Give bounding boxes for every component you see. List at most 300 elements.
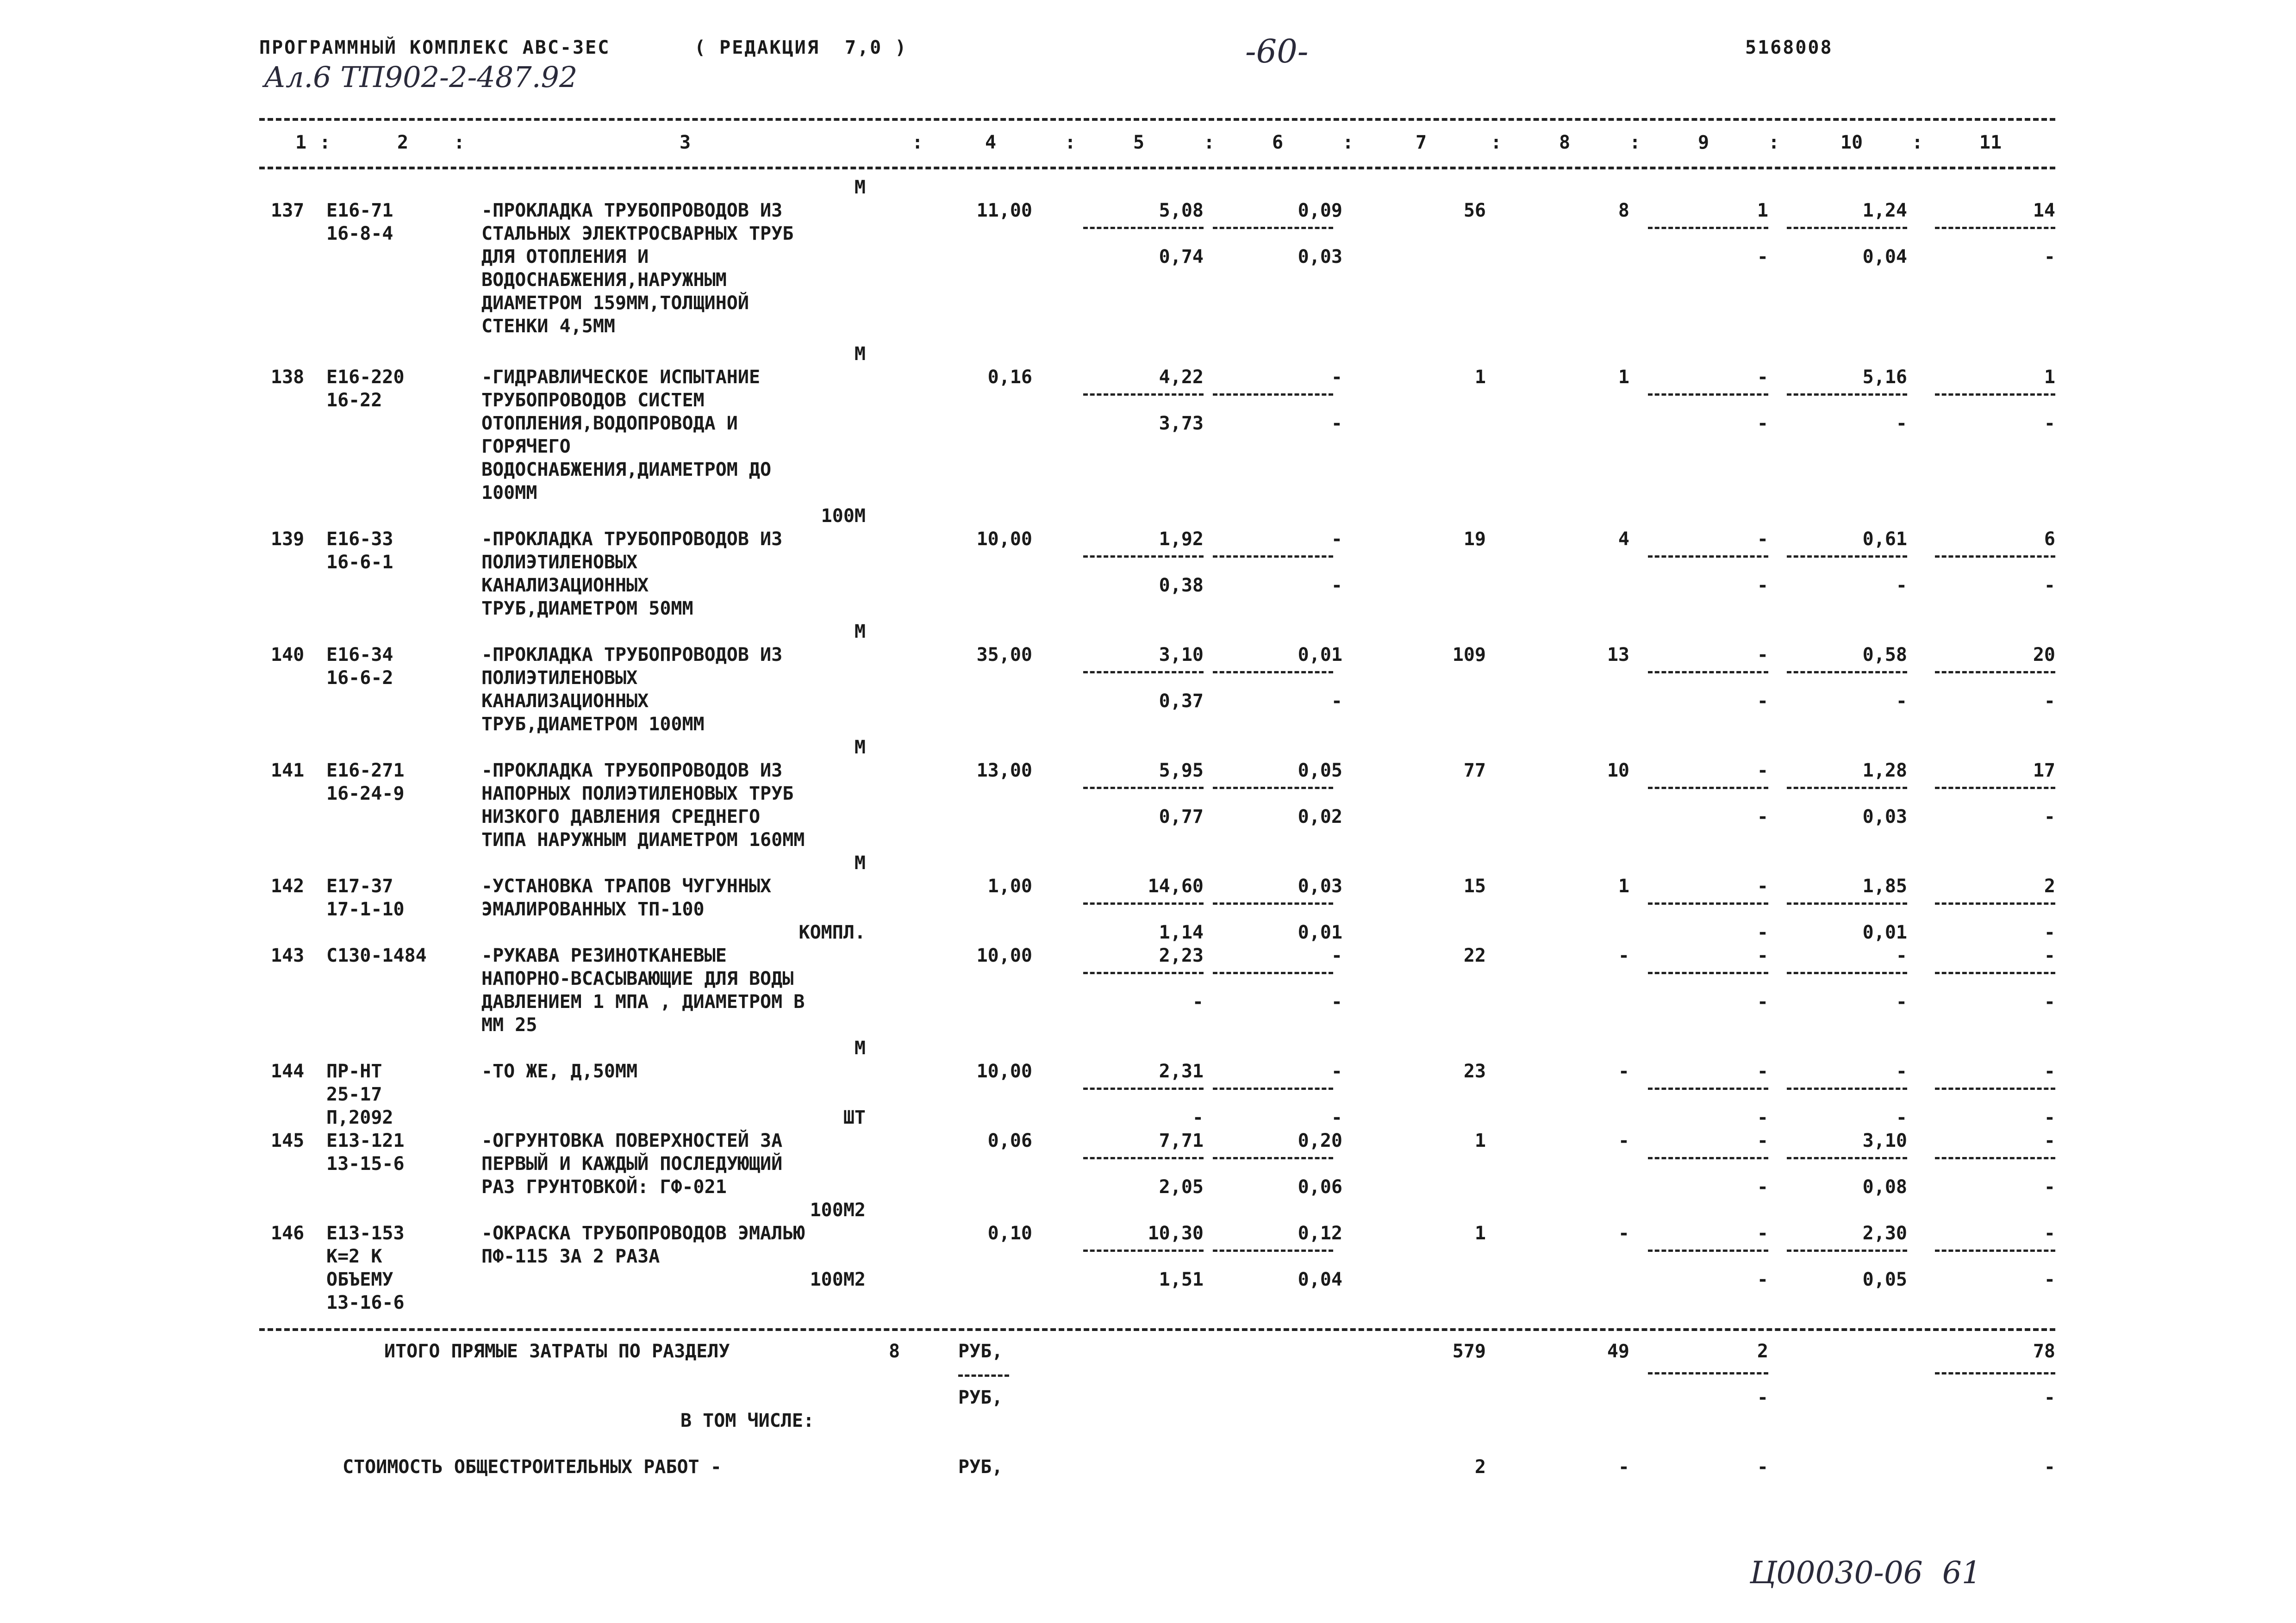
cell-c8: 1 [1618,367,1629,388]
totals-c8: 49 [1607,1341,1629,1362]
row-description: -ГИДРАВЛИЧЕСКОЕ ИСПЫТАНИЕ [481,367,761,388]
cost-label: СТОИМОСТЬ ОБЩЕСТРОИТЕЛЬНЫХ РАБОТ - [343,1456,722,1478]
cell-c4: 1,00 [987,876,1032,897]
row-description: ДАВЛЕНИЕМ 1 МПА , ДИАМЕТРОМ В [481,991,805,1013]
cell-c7: 56 [1463,200,1486,221]
divider-c10 [1787,1088,1907,1090]
cell-c9-secondary: - [1757,1107,1768,1128]
row-description: -ОКРАСКА ТРУБОПРОВОДОВ ЭМАЛЬЮ [481,1223,805,1244]
cell-c8: - [1618,1130,1629,1151]
cell-c11: 6 [2044,529,2055,550]
column-heading-10: 10 [1840,132,1863,153]
row-description: ОТОПЛЕНИЯ,ВОДОПРОВОДА И [481,413,738,434]
row-description: ТРУБ,ДИАМЕТРОМ 50ММ [481,598,693,619]
cell-c6: - [1331,1061,1342,1082]
cell-c6-secondary: 0,06 [1298,1176,1342,1198]
cell-c11: 14 [2033,200,2055,221]
divider-c9 [1648,1088,1768,1090]
cell-c8: 4 [1618,529,1629,550]
divider-c6 [1213,1157,1333,1159]
divider-c5 [1083,787,1204,789]
row-description: СТАЛЬНЫХ ЭЛЕКТРОСВАРНЫХ ТРУБ [481,223,794,244]
cell-c6-secondary: - [1331,575,1342,596]
row-description: НИЗКОГО ДАВЛЕНИЯ СРЕДНЕГО [481,806,761,827]
cell-c5-secondary: 2,05 [1159,1176,1204,1198]
table-bottom-rule [259,1328,2055,1331]
divider-c5 [1083,1250,1204,1252]
row-code: С130-1484 [326,945,427,966]
divider-c10 [1787,1250,1907,1252]
cell-c10: - [1896,945,1907,966]
cell-c6-secondary: 0,01 [1298,922,1342,943]
column-heading-5: 5 [1133,132,1145,153]
cell-c10: 0,58 [1862,644,1907,665]
cell-c9: - [1757,644,1768,665]
cell-c6: 0,12 [1298,1223,1342,1244]
row-code: ОБЪЕМУ [326,1269,393,1290]
row-code: 16-6-1 [326,552,393,573]
row-number: 139 [271,529,305,550]
divider-c9 [1648,787,1768,789]
cell-c10: 0,61 [1862,529,1907,550]
cell-c9: - [1757,945,1768,966]
divider-c6 [1213,902,1333,905]
cell-c5-secondary: 3,73 [1159,413,1204,434]
row-description: ТРУБ,ДИАМЕТРОМ 100ММ [481,714,705,735]
column-separator: : [1768,132,1780,153]
cell-c7: 15 [1463,876,1486,897]
header-rule-bottom [259,167,2055,169]
row-number: 146 [271,1223,305,1244]
divider-c10 [1787,902,1907,905]
divider-c9 [1648,671,1768,673]
cell-c4: 35,00 [976,644,1032,665]
row-number: 141 [271,760,305,781]
cell-c10: 1,85 [1862,876,1907,897]
cost-c7: 2 [1474,1456,1486,1478]
row-number: 140 [271,644,305,665]
row-description: ВОДОСНАБЖЕНИЯ,ДИАМЕТРОМ ДО [481,459,772,480]
row-number: 137 [271,200,305,221]
cell-c11-secondary: - [2044,1176,2055,1198]
divider-c6 [1213,393,1333,396]
cell-c6: 0,03 [1298,876,1342,897]
row-description: -ПРОКЛАДКА ТРУБОПРОВОДОВ ИЗ [481,529,783,550]
divider-c11 [1935,787,2055,789]
including-label: В ТОМ ЧИСЛЕ: [680,1410,814,1431]
cell-c8: 10 [1607,760,1629,781]
cell-c9-secondary: - [1757,1176,1768,1198]
cell-c6-secondary: 0,03 [1298,246,1342,267]
cell-c6-secondary: - [1331,413,1342,434]
row-description: -ПРОКЛАДКА ТРУБОПРОВОДОВ ИЗ [481,644,783,665]
row-description: -ПРОКЛАДКА ТРУБОПРОВОДОВ ИЗ [481,760,783,781]
divider-c10 [1787,1157,1907,1159]
row-description: ПЕРВЫЙ И КАЖДЫЙ ПОСЛЕДУЮЩИЙ [481,1153,783,1175]
divider-c6 [1213,671,1333,673]
cell-c7: 109 [1452,644,1486,665]
column-heading-6: 6 [1272,132,1284,153]
cell-c8: 1 [1618,876,1629,897]
cell-c5-secondary: 1,51 [1159,1269,1204,1290]
cell-c10: - [1896,1061,1907,1082]
divider-c11 [1935,393,2055,396]
cell-c10: 3,10 [1862,1130,1907,1151]
cell-c10-secondary: - [1896,575,1907,596]
cell-c10-secondary: 0,01 [1862,922,1907,943]
row-description: ВОДОСНАБЖЕНИЯ,НАРУЖНЫМ [481,269,727,291]
cell-c7: 1 [1474,1130,1486,1151]
row-description: СТЕНКИ 4,5ММ [481,316,615,337]
cell-c11: - [2044,1130,2055,1151]
cell-c4: 10,00 [976,1061,1032,1082]
row-number: 144 [271,1061,305,1082]
unit-label: М [854,621,866,642]
cell-c8: 13 [1607,644,1629,665]
cell-c11: 1 [2044,367,2055,388]
divider-c10 [1787,671,1907,673]
unit-label: 100М2 [810,1200,866,1221]
handwritten-sheet-ref: Ал.6 ТП902-2-487.92 [264,60,578,94]
row-description: ПОЛИЭТИЛЕНОВЫХ [481,552,638,573]
divider-c10 [1787,972,1907,974]
totals-c9b: - [1757,1387,1768,1408]
column-heading-11: 11 [1979,132,2002,153]
totals-section: 8 [889,1341,900,1362]
cell-c6-secondary: 0,02 [1298,806,1342,827]
row-code: К=2 К [326,1246,382,1267]
cell-c9: - [1757,1130,1768,1151]
totals-c9-underline [1648,1372,1768,1374]
totals-rub: РУБ, [958,1341,1003,1362]
cell-c5: 3,10 [1159,644,1204,665]
document-code: 5168008 [1745,37,1833,58]
row-description: -РУКАВА РЕЗИНОТКАНЕВЫЕ [481,945,727,966]
row-code: Е16-271 [326,760,405,781]
cell-c5: 1,92 [1159,529,1204,550]
divider-c5 [1083,902,1204,905]
row-code: 16-22 [326,390,382,411]
edition-label: ( РЕДАКЦИЯ 7,0 ) [694,37,908,58]
cell-c5: 5,95 [1159,760,1204,781]
column-separator: : [1204,132,1215,153]
totals-rub-underline [958,1374,1009,1377]
row-code: Е13-153 [326,1223,405,1244]
cell-c4: 11,00 [976,200,1032,221]
row-description: -ТО ЖЕ, Д,50ММ [481,1061,638,1082]
cell-c6-secondary: - [1331,1107,1342,1128]
divider-c11 [1935,1088,2055,1090]
cost-c9: - [1757,1456,1768,1478]
row-description: ЭМАЛИРОВАННЫХ ТП-100 [481,899,705,920]
cell-c11-secondary: - [2044,991,2055,1013]
divider-c11 [1935,972,2055,974]
unit-label: М [854,737,866,758]
cell-c6: - [1331,945,1342,966]
unit-label: М [854,343,866,365]
cell-c9-secondary: - [1757,991,1768,1013]
column-heading-3: 3 [679,132,691,153]
cell-c9-secondary: - [1757,690,1768,712]
unit-label: 100М [821,505,866,527]
cell-c6: - [1331,529,1342,550]
cell-c10: 2,30 [1862,1223,1907,1244]
cell-c9-secondary: - [1757,246,1768,267]
cell-c6-secondary: 0,04 [1298,1269,1342,1290]
cell-c9-secondary: - [1757,413,1768,434]
divider-c11 [1935,227,2055,229]
cell-c11-secondary: - [2044,806,2055,827]
divider-c6 [1213,787,1333,789]
row-code: 16-24-9 [326,783,405,804]
divider-c9 [1648,393,1768,396]
cell-c6: 0,01 [1298,644,1342,665]
divider-c11 [1935,1250,2055,1252]
totals-c11b: - [2044,1387,2055,1408]
column-heading-9: 9 [1697,132,1710,153]
cell-c11-secondary: - [2044,575,2055,596]
cell-c5-secondary: 0,37 [1159,690,1204,712]
row-number: 142 [271,876,305,897]
row-description: ДИАМЕТРОМ 159ММ,ТОЛЩИНОЙ [481,292,749,314]
row-description: -ОГРУНТОВКА ПОВЕРХНОСТЕЙ ЗА [481,1130,783,1151]
cell-c9: - [1757,1061,1768,1082]
row-description: НАПОРНО-ВСАСЫВАЮЩИЕ ДЛЯ ВОДЫ [481,968,794,989]
totals-c11-underline [1935,1372,2055,1374]
cell-c5: 2,23 [1159,945,1204,966]
column-heading-7: 7 [1415,132,1427,153]
cell-c8: 8 [1618,200,1629,221]
divider-c11 [1935,555,2055,558]
cell-c6-secondary: - [1331,690,1342,712]
cell-c9: - [1757,1223,1768,1244]
row-code: 25-17 [326,1084,382,1105]
divider-c11 [1935,1157,2055,1159]
row-description: КАНАЛИЗАЦИОННЫХ [481,575,649,596]
cell-c10: 5,16 [1862,367,1907,388]
cell-c7: 23 [1463,1061,1486,1082]
cell-c5: 14,60 [1148,876,1204,897]
divider-c9 [1648,902,1768,905]
cell-c11-secondary: - [2044,1269,2055,1290]
unit-label: КОМПЛ. [799,922,866,943]
divider-c10 [1787,227,1907,229]
divider-c11 [1935,902,2055,905]
cell-c4: 0,06 [987,1130,1032,1151]
divider-c6 [1213,1250,1333,1252]
unit-label: ШТ [843,1107,866,1128]
row-description: ГОРЯЧЕГО [481,436,571,457]
row-code: П,2092 [326,1107,393,1128]
divider-c6 [1213,1088,1333,1090]
cell-c5-secondary: 0,74 [1159,246,1204,267]
totals-c7: 579 [1452,1341,1486,1362]
cell-c5: 7,71 [1159,1130,1204,1151]
divider-c5 [1083,671,1204,673]
cell-c6: 0,05 [1298,760,1342,781]
divider-c10 [1787,555,1907,558]
row-description: ТИПА НАРУЖНЫМ ДИАМЕТРОМ 160ММ [481,829,805,851]
cell-c10: 1,28 [1862,760,1907,781]
row-number: 138 [271,367,305,388]
column-heading-1: 1 [295,132,307,153]
divider-c5 [1083,1088,1204,1090]
row-code: Е16-220 [326,367,405,388]
divider-c6 [1213,227,1333,229]
cell-c9: - [1757,529,1768,550]
cell-c6: - [1331,367,1342,388]
footer-handwritten-code: Ц00030-06 61 [1750,1555,1981,1591]
row-number: 145 [271,1130,305,1151]
cell-c7: 77 [1463,760,1486,781]
cell-c5-secondary: - [1192,991,1204,1013]
row-number: 143 [271,945,305,966]
cell-c9-secondary: - [1757,806,1768,827]
divider-c5 [1083,393,1204,396]
row-code: Е16-33 [326,529,393,550]
cell-c5: 2,31 [1159,1061,1204,1082]
cell-c8: - [1618,945,1629,966]
row-code: 13-16-6 [326,1292,405,1313]
cell-c7: 1 [1474,1223,1486,1244]
cell-c10-secondary: 0,04 [1862,246,1907,267]
cell-c9: - [1757,760,1768,781]
row-code: Е16-71 [326,200,393,221]
column-heading-4: 4 [985,132,997,153]
row-description: 100ММ [481,482,537,504]
cell-c4: 0,10 [987,1223,1032,1244]
cell-c8: - [1618,1223,1629,1244]
column-separator: : [1065,132,1076,153]
column-separator: : [1912,132,1923,153]
cell-c11: 17 [2033,760,2055,781]
divider-c9 [1648,1157,1768,1159]
cell-c4: 10,00 [976,529,1032,550]
row-code: 17-1-10 [326,899,405,920]
row-description: ТРУБОПРОВОДОВ СИСТЕМ [481,390,705,411]
column-heading-2: 2 [397,132,409,153]
divider-c9 [1648,1250,1768,1252]
divider-c9 [1648,972,1768,974]
totals-c11: 78 [2033,1341,2055,1362]
cell-c5: 10,30 [1148,1223,1204,1244]
row-description: -УСТАНОВКА ТРАПОВ ЧУГУННЫХ [481,876,772,897]
cell-c5: 4,22 [1159,367,1204,388]
page-number: -60- [1245,32,1309,70]
cell-c10-secondary: - [1896,690,1907,712]
cell-c9-secondary: - [1757,575,1768,596]
row-code: 13-15-6 [326,1153,405,1175]
cell-c5-secondary: 0,38 [1159,575,1204,596]
unit-label: М [854,177,866,198]
cell-c9-secondary: - [1757,922,1768,943]
divider-c5 [1083,1157,1204,1159]
cell-c6-secondary: - [1331,991,1342,1013]
row-description: РАЗ ГРУНТОВКОЙ: ГФ-021 [481,1176,727,1198]
cell-c11: 20 [2033,644,2055,665]
row-description: ММ 25 [481,1014,537,1036]
row-code: Е13-121 [326,1130,405,1151]
cell-c9: - [1757,367,1768,388]
cell-c11: - [2044,945,2055,966]
divider-c5 [1083,555,1204,558]
cell-c10-secondary: - [1896,991,1907,1013]
cell-c10-secondary: - [1896,1107,1907,1128]
row-code: ПР-НТ [326,1061,382,1082]
cell-c10-secondary: 0,05 [1862,1269,1907,1290]
row-description: ДЛЯ ОТОПЛЕНИЯ И [481,246,649,267]
row-description: -ПРОКЛАДКА ТРУБОПРОВОДОВ ИЗ [481,200,783,221]
cell-c4: 13,00 [976,760,1032,781]
row-description: КАНАЛИЗАЦИОННЫХ [481,690,649,712]
row-description: ПФ-115 ЗА 2 РАЗА [481,1246,660,1267]
cell-c7: 1 [1474,367,1486,388]
divider-c6 [1213,972,1333,974]
cell-c5: 5,08 [1159,200,1204,221]
cost-c11: - [2044,1456,2055,1478]
row-code: 16-6-2 [326,667,393,689]
cell-c11-secondary: - [2044,1107,2055,1128]
totals-c9: 2 [1757,1341,1768,1362]
divider-c9 [1648,227,1768,229]
cost-c8: - [1618,1456,1629,1478]
cell-c11: 2 [2044,876,2055,897]
cell-c11-secondary: - [2044,922,2055,943]
column-separator: : [1491,132,1502,153]
row-code: Е17-37 [326,876,393,897]
row-code: 16-8-4 [326,223,393,244]
totals-rub-second: РУБ, [958,1387,1003,1408]
unit-label-secondary: 100М2 [810,1269,866,1290]
column-separator: : [454,132,465,153]
cell-c10-secondary: 0,08 [1862,1176,1907,1198]
cell-c9: 1 [1757,200,1768,221]
cell-c8: - [1618,1061,1629,1082]
cell-c7: 22 [1463,945,1486,966]
cell-c9-secondary: - [1757,1269,1768,1290]
cell-c6: 0,09 [1298,200,1342,221]
cell-c5-secondary: 1,14 [1159,922,1204,943]
divider-c5 [1083,972,1204,974]
cell-c10-secondary: 0,03 [1862,806,1907,827]
divider-c11 [1935,671,2055,673]
unit-label: М [854,1038,866,1059]
row-description: НАПОРНЫХ ПОЛИЭТИЛЕНОВЫХ ТРУБ [481,783,794,804]
divider-c6 [1213,555,1333,558]
cell-c10: 1,24 [1862,200,1907,221]
column-separator: : [1342,132,1354,153]
cell-c11-secondary: - [2044,690,2055,712]
column-separator: : [1629,132,1641,153]
divider-c5 [1083,227,1204,229]
cell-c4: 10,00 [976,945,1032,966]
row-description: ПОЛИЭТИЛЕНОВЫХ [481,667,638,689]
column-separator: : [319,132,331,153]
cell-c11-secondary: - [2044,413,2055,434]
cost-rub: РУБ, [958,1456,1003,1478]
cell-c6: 0,20 [1298,1130,1342,1151]
totals-label: ИТОГО ПРЯМЫЕ ЗАТРАТЫ ПО РАЗДЕЛУ [384,1341,730,1362]
cell-c7: 19 [1463,529,1486,550]
cell-c5-secondary: 0,77 [1159,806,1204,827]
divider-c10 [1787,393,1907,396]
cell-c9: - [1757,876,1768,897]
cell-c11: - [2044,1223,2055,1244]
header-rule-top [259,118,2055,121]
program-title: ПРОГРАММНЫЙ КОМПЛЕКС АВС-3ЕС [259,37,611,58]
cell-c11: - [2044,1061,2055,1082]
unit-label: М [854,852,866,874]
